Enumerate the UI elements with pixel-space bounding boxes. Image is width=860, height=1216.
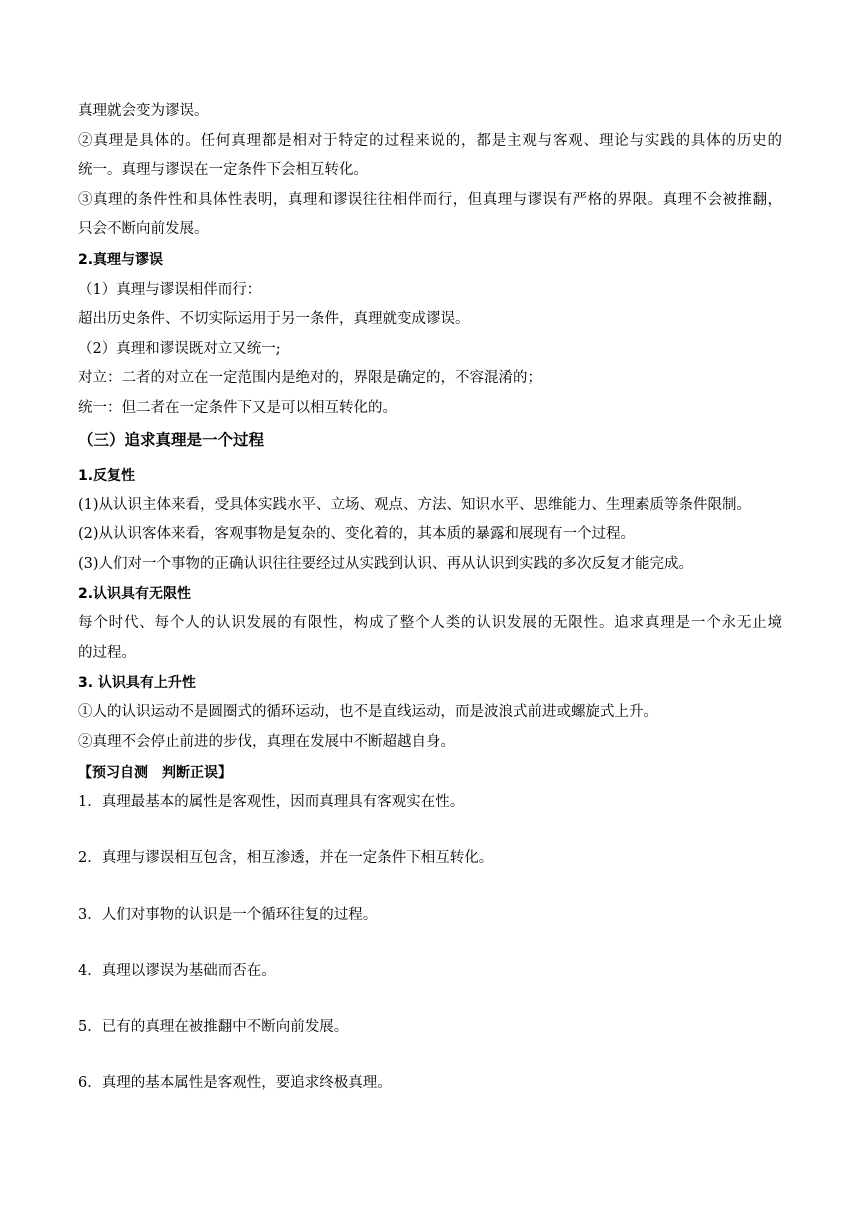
- paragraph-line: ②真理是具体的。任何真理都是相对于特定的过程来说的，都是主观与客观、理论与实践的具体的历史的: [78, 133, 782, 149]
- paragraph-line: 的过程。: [78, 645, 136, 661]
- section-heading: 2.认识具有无限性: [78, 586, 192, 602]
- paragraph-line: 超出历史条件、不切实际运用于另一条件，真理就变成谬误。: [78, 311, 470, 327]
- paragraph-line: (2)从认识客体来看，客观事物是复杂的、变化着的，其本质的暴露和展现有一个过程。: [78, 526, 636, 542]
- paragraph-line: ②真理不会停止前进的步伐，真理在发展中不断超越自身。: [78, 734, 455, 750]
- quiz-item: 4．真理以谬误为基础而否在。: [78, 963, 276, 979]
- chapter-heading: （三）追求真理是一个过程: [78, 431, 265, 449]
- paragraph-line: (3)人们对一个事物的正确认识往往要经过从实践到认识、再从认识到实践的多次反复才能完成。: [78, 556, 694, 572]
- quiz-item: 3．人们对事物的认识是一个循环往复的过程。: [78, 907, 378, 923]
- paragraph-line: 统一：但二者在一定条件下又是可以相互转化的。: [78, 400, 397, 416]
- paragraph-line: ③真理的条件性和具体性表明，真理和谬误往往相伴而行，但真理与谬误有严格的界限。真理不会被推翻，: [78, 192, 782, 208]
- paragraph-line: 对立：二者的对立在一定范围内是绝对的，界限是确定的，不容混淆的；: [78, 370, 542, 386]
- quiz-heading: 【预习自测 判断正误】: [78, 765, 232, 781]
- paragraph-line: ①人的认识运动不是圆圈式的循环运动，也不是直线运动，而是波浪式前进或螺旋式上升。: [78, 704, 658, 720]
- paragraph-line: 只会不断向前发展。: [78, 221, 209, 237]
- quiz-item: 1．真理最基本的属性是客观性，因而真理具有客观实在性。: [78, 794, 465, 810]
- quiz-item: 6．真理的基本属性是客观性，要追求终极真理。: [78, 1075, 392, 1091]
- paragraph-line: （2）真理和谬误既对立又统一;: [78, 341, 281, 357]
- quiz-item: 2．真理与谬误相互包含，相互渗透，并在一定条件下相互转化。: [78, 850, 494, 866]
- paragraph-line: 统一。真理与谬误在一定条件下会相互转化。: [78, 162, 368, 178]
- paragraph-line: 每个时代、每个人的认识发展的有限性，构成了整个人类的认识发展的无限性。追求真理是一个永无止境: [78, 615, 782, 631]
- section-heading: 1.反复性: [78, 468, 136, 484]
- section-heading: 2.真理与谬误: [78, 252, 164, 268]
- section-heading: 3. 认识具有上升性: [78, 675, 196, 691]
- paragraph-line: (1)从认识主体来看，受具体实践水平、立场、观点、方法、知识水平、思维能力、生理素质等条件限制。: [78, 497, 752, 513]
- paragraph-line: （1）真理与谬误相伴而行：: [78, 282, 262, 298]
- paragraph-line: 真理就会变为谬误。: [78, 103, 209, 119]
- quiz-item: 5．已有的真理在被推翻中不断向前发展。: [78, 1019, 349, 1035]
